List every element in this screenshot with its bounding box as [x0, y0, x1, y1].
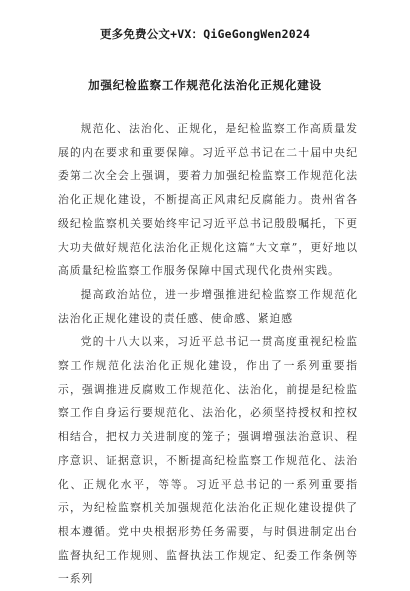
paragraph-section-heading: 提高政治站位，进一步增强推进纪检监察工作规范化法治化正规化建设的责任感、使命感、紧迫感 [58, 287, 358, 325]
document-body [58, 117, 358, 591]
document-title: 加强纪检监察工作规范化法治化正规化建设 [88, 78, 322, 92]
paragraph-intro: 规范化、法治化、正规化，是纪检监察工作高质量发展的内在要求和重要保障。习近平总书记在二十届中央纪委第二次全会上强调，要着力加强纪检监察工作规范化法治化正规化建设，不断提高正风肃纪反腐能力。贵州省各级纪检监察机关要始终牢记习近平总书记殷殷嘱托，下更大功夫做好规范化法治化正规化这篇“大文章”，更好地以高质量纪检监察工作服务保障中国式现代化贵州实践。 [58, 122, 358, 278]
promo-banner: 更多免费公文+VX：QiGeGongWen2024 [99, 27, 311, 41]
paragraph-body: 党的十八大以来，习近平总书记一贯高度重视纪检监察工作规范化法治化正规化建设，作出了一系列重要指示，强调推进反腐败工作规范化、法治化，前提是纪检监察工作自身运行要规范化、法治化，必须坚持授权和控权相结合，把权力关进制度的笼子；强调增强法治意识、程序意识、证据意识，不断提高纪检监察工作规范化、法治化、正规化水平，等等。习近平总书记的一系列重要指示，为纪检监察机关加强规范化法治化正规化建设提供了根本遵循。党中央根据形势任务需要，与时俱进制定出台监督执纪工作规则、监督执法工作规定、纪委工作条例等一系列 [58, 335, 358, 586]
